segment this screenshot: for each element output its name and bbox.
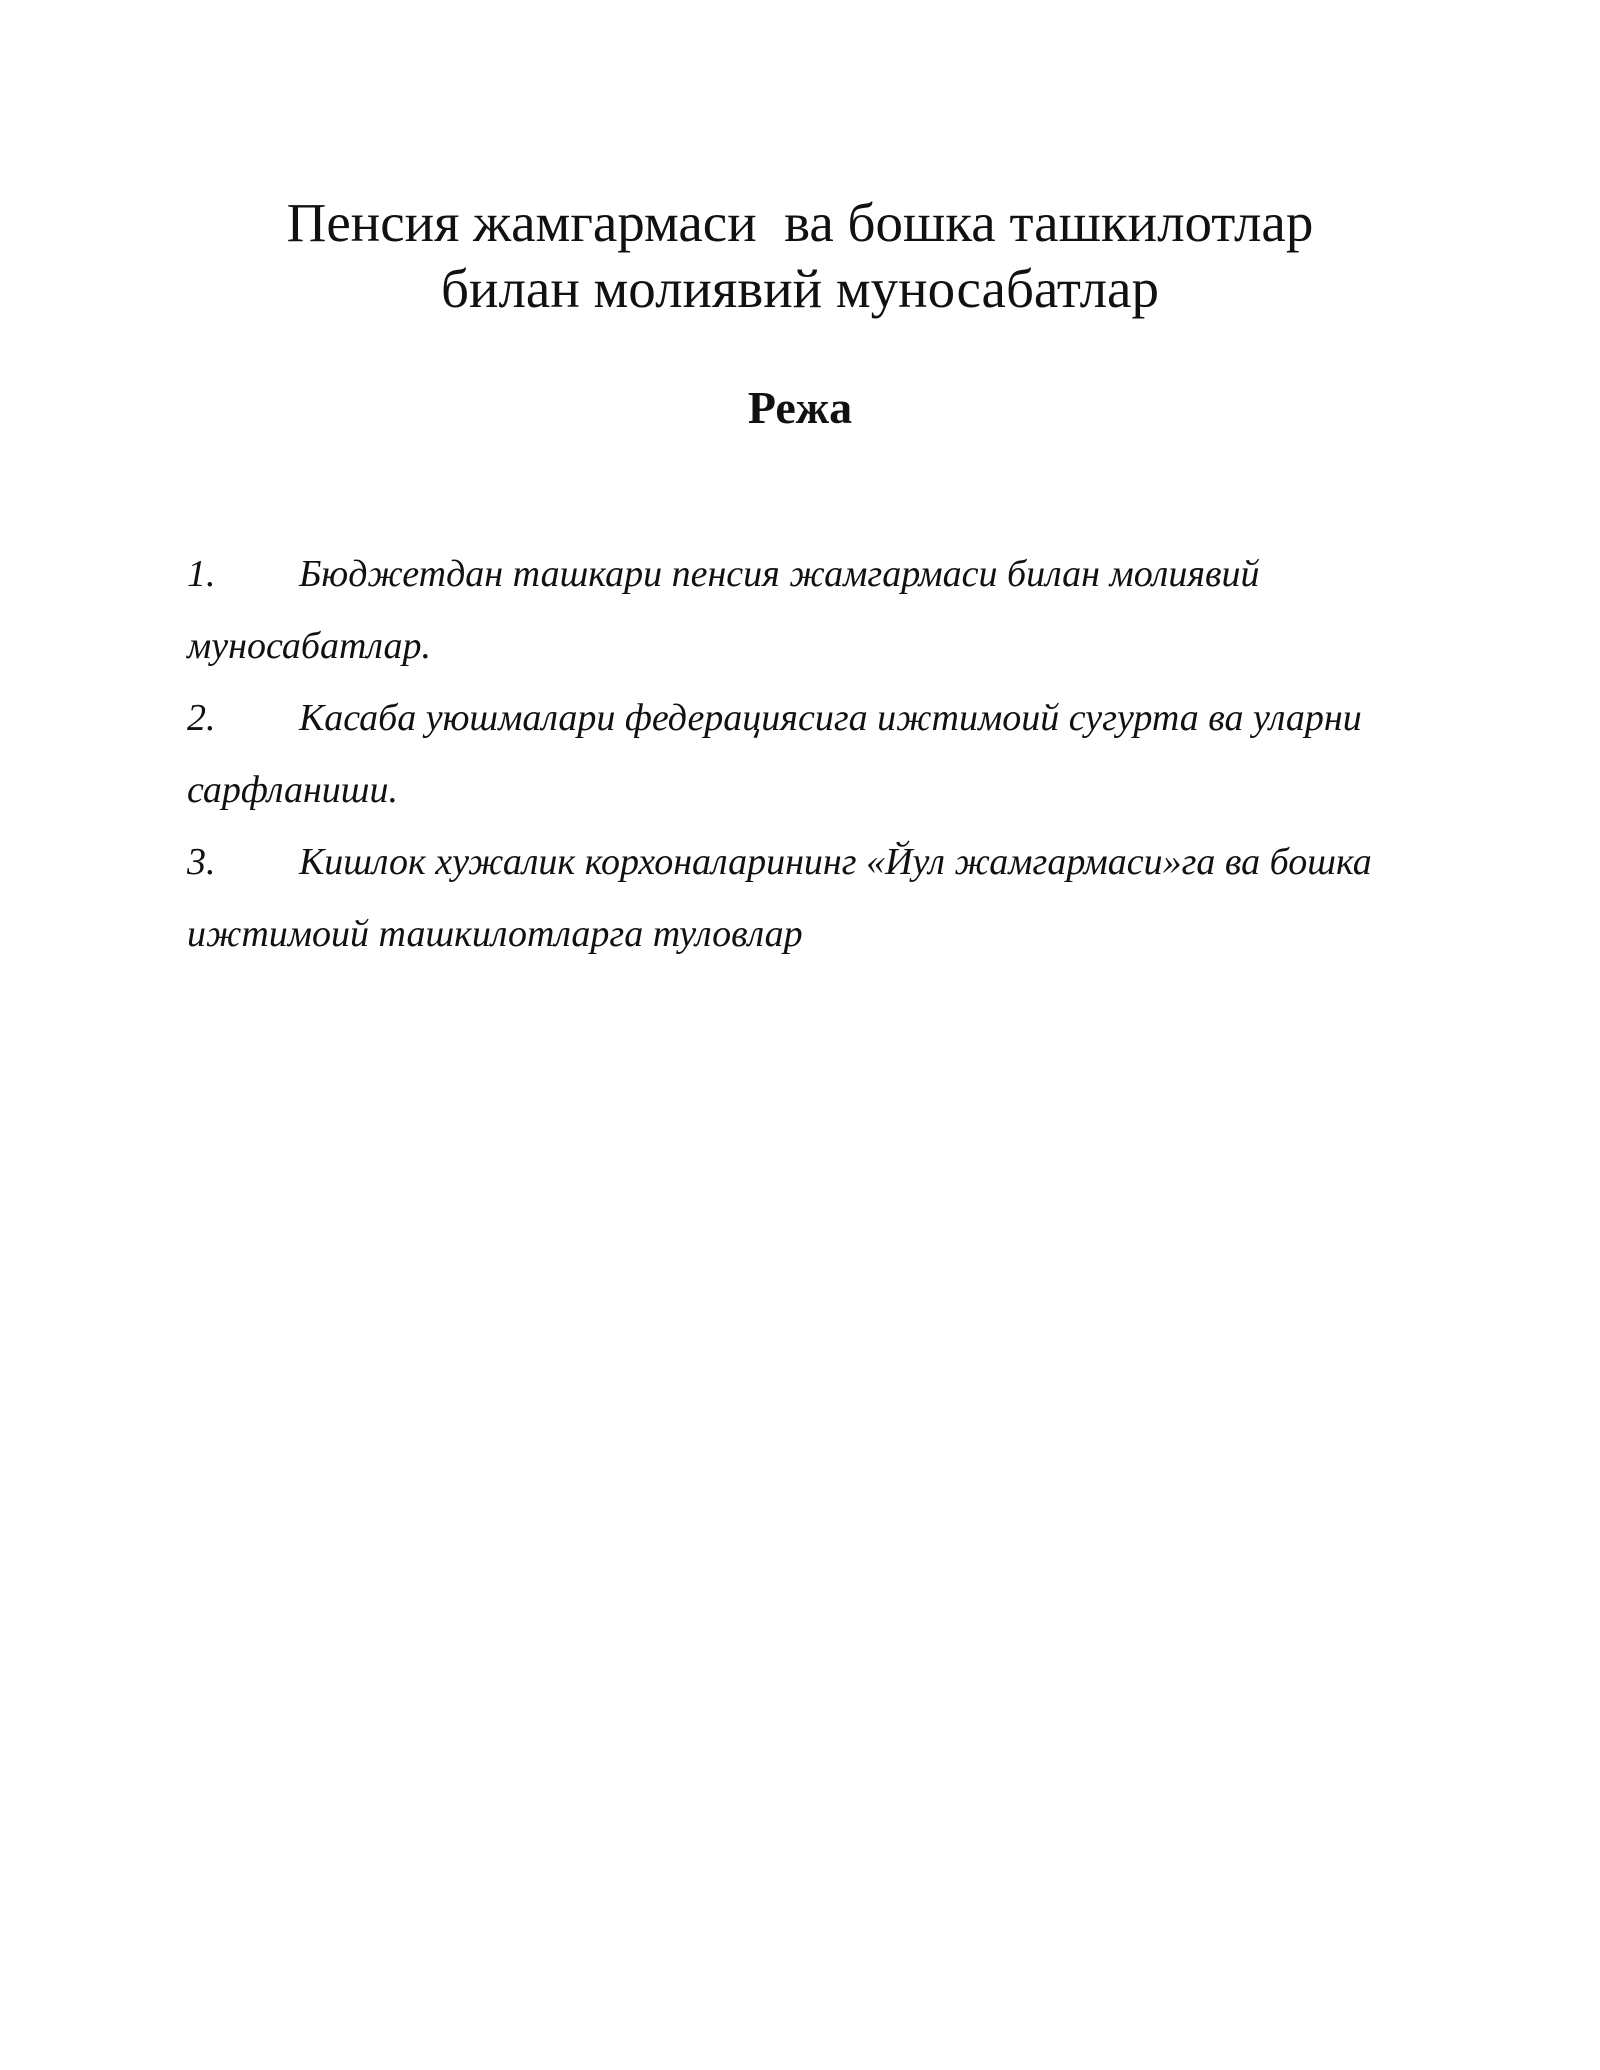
plan-item-number: 1. — [187, 553, 216, 595]
plan-item-number: 3. — [187, 841, 216, 883]
plan-list — [187, 538, 1387, 970]
plan-item-number: 2. — [187, 697, 216, 739]
plan-item-text: Бюджетдан ташкари пенсия жамгармаси билан молиявий муносабатлар. — [187, 553, 1260, 667]
document-title-line-2: билан молиявий муносабатлар — [441, 258, 1159, 319]
plan-item-text: Касаба уюшмалари федерациясига ижтимоий сугурта ва уларни сарфланиши. — [187, 697, 1362, 811]
document-title — [0, 190, 1600, 322]
document-title-line-1: Пенсия жамгармаси ва бошка ташкилотлар — [286, 192, 1314, 253]
plan-item-2 — [187, 682, 1387, 826]
plan-heading: Режа — [747, 382, 853, 433]
plan-item-3 — [187, 826, 1387, 970]
plan-item-text: Кишлок хужалик корхоналарининг «Йул жамгармаси»га ва бошка ижтимоий ташкилотларга туловлар — [187, 841, 1372, 955]
plan-item-1 — [187, 538, 1387, 682]
